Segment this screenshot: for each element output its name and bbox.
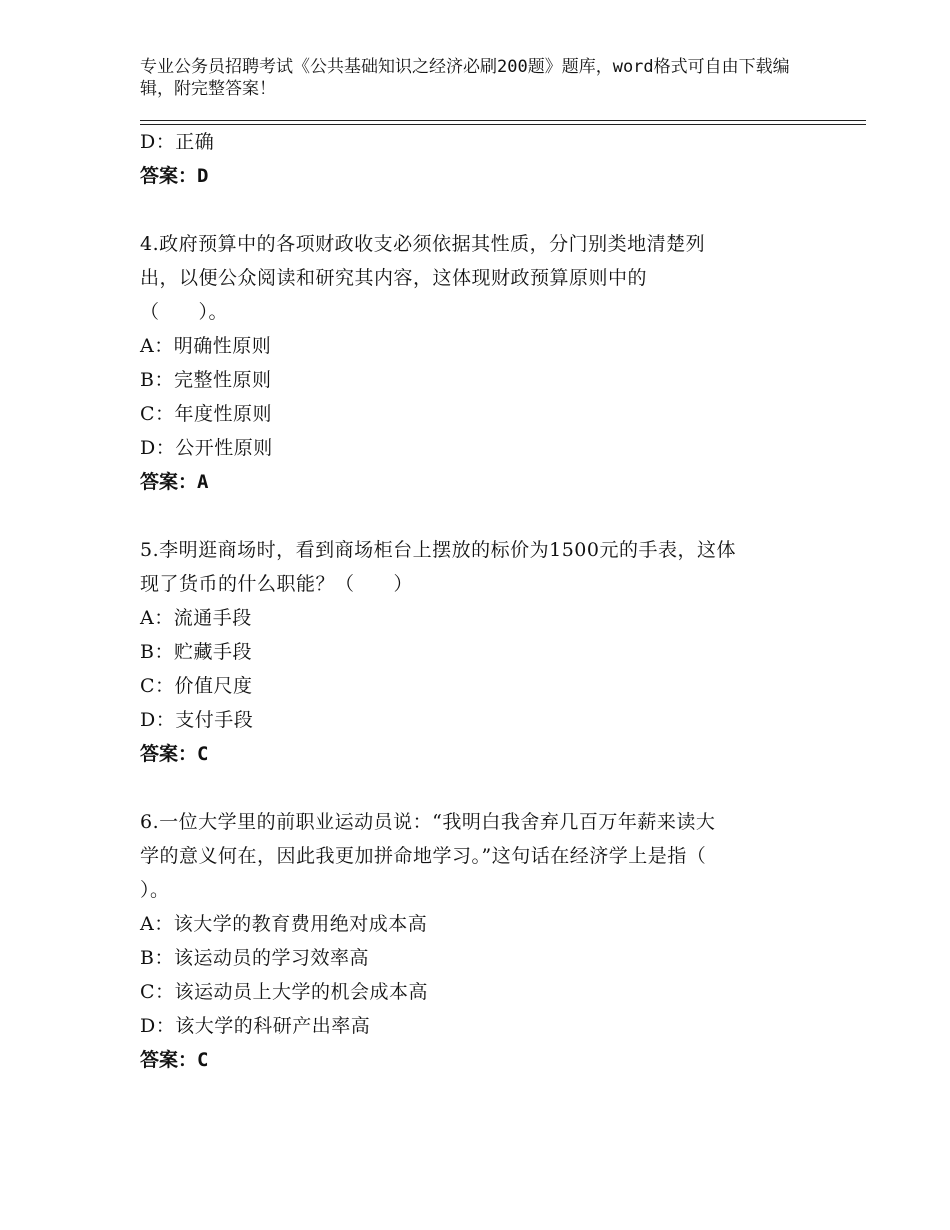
answer-line: 答案：D xyxy=(140,165,209,187)
option-d: D：支付手段 xyxy=(140,709,254,731)
question-text-line: 5.李明逛商场时，看到商场柜台上摆放的标价为1500元的手表，这体 xyxy=(140,539,736,561)
option-b: B：完整性原则 xyxy=(140,369,272,391)
question-block-6 xyxy=(140,805,820,1077)
question-text-line: 现了货币的什么职能？（ ） xyxy=(140,573,414,595)
question-text-line: ）。 xyxy=(140,879,170,901)
question-text-line: （ ）。 xyxy=(140,301,229,323)
question-block-4 xyxy=(140,227,820,499)
option-d: D：该大学的科研产出率高 xyxy=(140,1015,371,1037)
option-b: B：贮藏手段 xyxy=(140,641,252,663)
document-header: 专业公务员招聘考试《公共基础知识之经济必刷200题》题库，word格式可自由下载编辑，附完整答案！ xyxy=(140,57,790,99)
answer-line: 答案：A xyxy=(140,471,209,493)
question-text-line: 6.一位大学里的前职业运动员说：“我明白我舍弃几百万年薪来读大 xyxy=(140,811,716,833)
option-a: A：该大学的教育费用绝对成本高 xyxy=(140,913,428,935)
question-text-line: 4.政府预算中的各项财政收支必须依据其性质，分门别类地清楚列 xyxy=(140,233,706,255)
answer-line: 答案：C xyxy=(140,1049,209,1071)
option-c: C：年度性原则 xyxy=(140,403,273,425)
spacer xyxy=(140,193,820,227)
answer-line: 答案：C xyxy=(140,743,209,765)
option-a: A：明确性原则 xyxy=(140,335,272,357)
question-text-line: 学的意义何在，因此我更加拼命地学习。”这句话在经济学上是指（ xyxy=(140,845,707,867)
header-divider-top xyxy=(140,120,866,121)
option-d: D：公开性原则 xyxy=(140,437,273,459)
option-c: C：该运动员上大学的机会成本高 xyxy=(140,981,429,1003)
option-b: B：该运动员的学习效率高 xyxy=(140,947,369,969)
option-a: A：流通手段 xyxy=(140,607,252,629)
spacer xyxy=(140,771,820,805)
question-text-line: 出，以便公众阅读和研究其内容，这体现财政预算原则中的 xyxy=(140,267,648,289)
spacer xyxy=(140,499,820,533)
question-block-5 xyxy=(140,533,820,771)
option-c: C：价值尺度 xyxy=(140,675,253,697)
question-list xyxy=(140,125,820,1077)
option-d: D：正确 xyxy=(140,131,215,153)
